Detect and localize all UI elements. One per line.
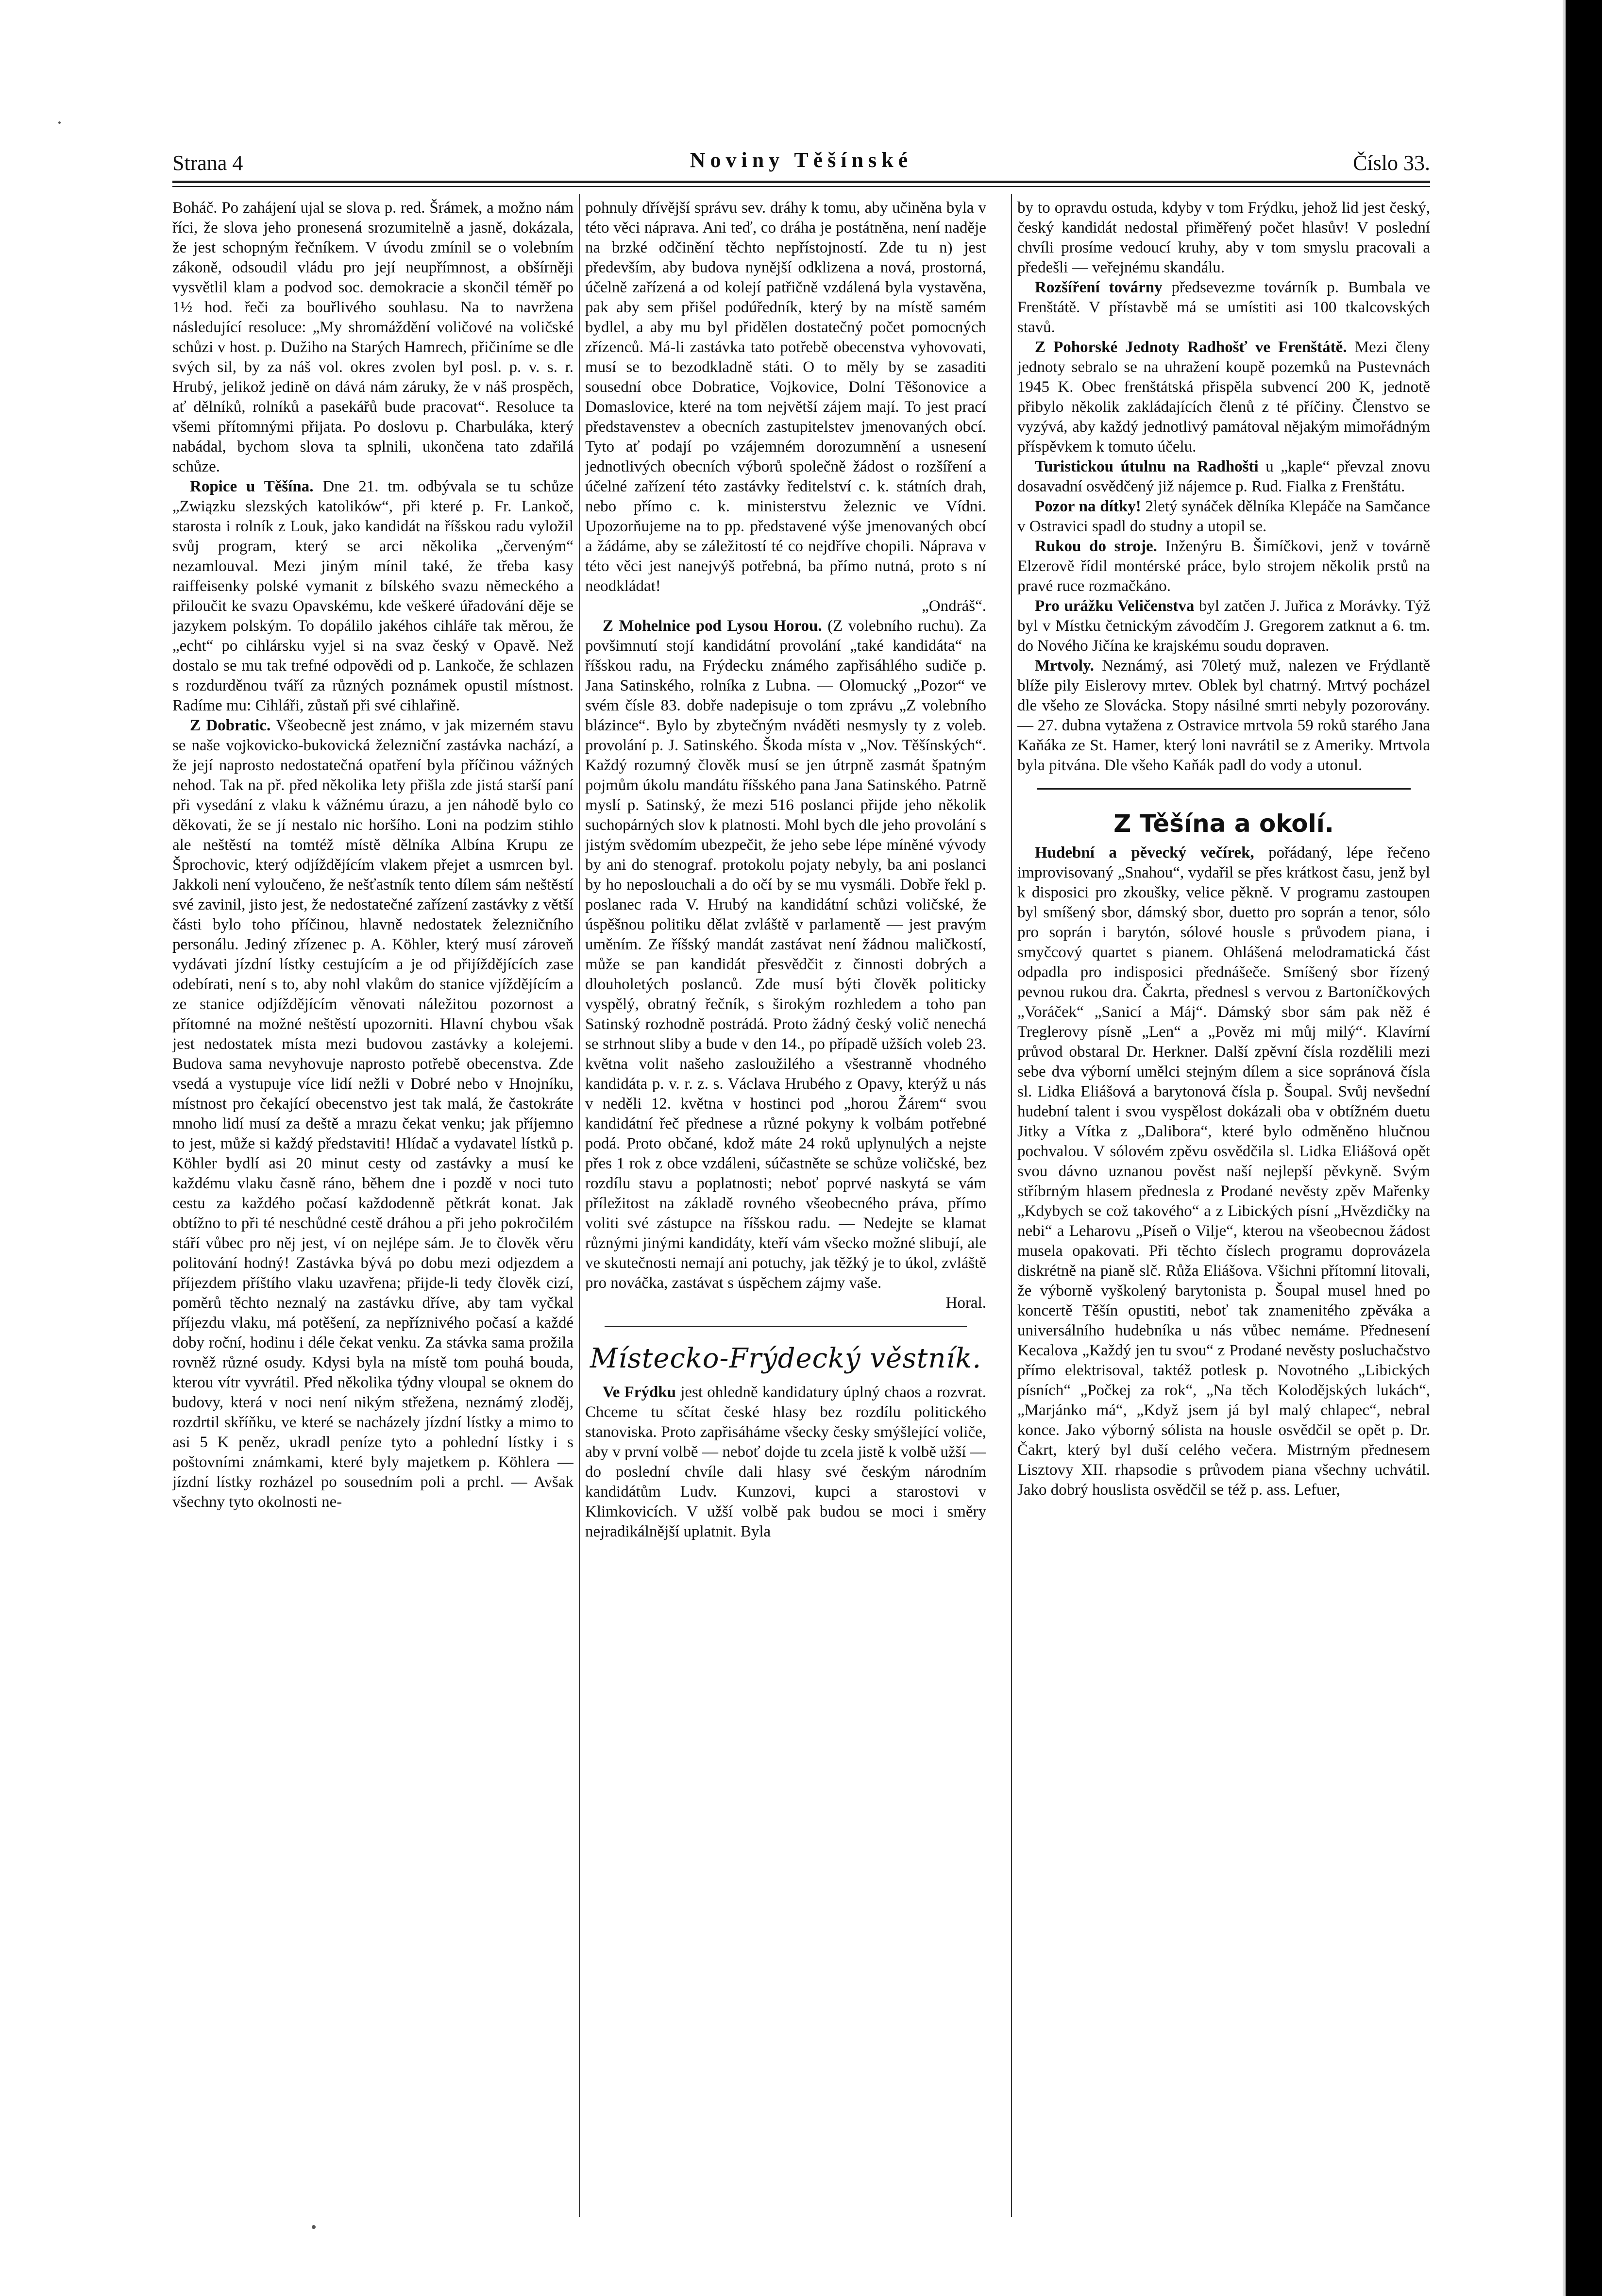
article-paragraph: by to opravdu ostuda, kdyby v tom Frýdku, jehož lid jest český, český kandidát nedostal přiměřený počet hlasův! V poslední chvíli prosíme vedoucí kruhy, aby v tom smyslu pracovali a předešli — veřejnému skandálu. [1017,199,1430,276]
article-body: Mezi členy jednoty sebralo se na uhražení koupě pozemků na Pustevnách 1945 K. Obec frenštátská přispěla subvencí 200 K, jednotě přibylo několik zakládajících členů z té příčiny. Členstvo se vyzývá, aby každý jednotlivý památoval nějakým mimořádným příspěvkem k tomuto účelu. [1017,338,1430,456]
article-lead: Hudební a pěvecký večírek, [1035,844,1254,861]
column-2 [585,198,986,2213]
article-paragraph [1017,338,1430,457]
article-lead: Ropice u Těšína. [190,478,314,495]
article-paragraph: Boháč. Po zahájení ujal se slova p. red. Šrámek, a možno nám říci, že slova jeho pronesená srozumitelně a jasně, dokázala, že jest schopným řečníkem. V úvodu zmínil se o volebním zákoně, odsoudil vládu pro její neupřímnost, a obšírněji vysvětlil klam a podvod soc. demokracie a skončil téměř po 1½ hod. řeči za bouřlivého souhlasu. Na to navržena následující resoluce: „My shromáždění voličové na voličské schůzi v host. p. Dužiho na Starých Hamrech, přičiníme se dle svých sil, by za náš vol. okres zvolen byl posl. p. v. s. r. Hrubý, jelikož jedině on dává nám záruky, že v náš prospěch, ať dělníků, rolníků a pasekářů bude pracovat“. Resoluce ta všemi přítomnými přijata. Po doslovu p. Charbuláka, který nabádal, bychom slova ta splnili, ukončena tato zdařilá schůze. [172,199,573,475]
column-divider-2 [1011,194,1012,2217]
issue-number: Číslo 33. [1353,151,1430,175]
section-rule [605,1326,967,1327]
article-paragraph [172,477,573,716]
article-lead: Z Pohorské Jednoty Radhošť ve Frenštátě. [1035,338,1347,356]
print-speck [312,2225,316,2229]
article-lead: Pro urážku Veličenstva [1035,597,1195,615]
article-body: Inženýru B. Šimíčkovi, jenž v továrně Elzerově řídil montérské práce, bylo strojem několik prstů na pravé ruce rozmačkáno. [1017,538,1430,595]
article-lead: Pozor na dítky! [1035,498,1141,515]
article-paragraph [1017,278,1430,338]
article-body: jest ohledně kandidatury úplný chaos a rozvrat. Chceme tu sčítat české hlasy bez rozdílu politického stanoviska. Proto zapřisáháme všecky česky smýšlející voliče, aby v první volbě — neboť dojde tu zcela jistě k volbě užší — do poslední chvíle dali hlasy své českým národním kandidátům Ludv. Kunzovi, kupci a starostovi v Klimkovicích. V užší volbě pak budou se moci i směry nejradikálnější uplatnit. Byla [585,1384,986,1540]
column-3 [1017,198,1430,2213]
article-paragraph [585,1383,986,1542]
header-rule-thin [172,186,1430,187]
section-rule [1037,788,1411,790]
article-lead: Turistickou útulnu na Radhošti [1035,458,1259,475]
page-header [172,146,1430,185]
article-body: pořádaný, lépe řečeno improvisovaný „Snahou“, vydařil se přes krátkost času, jenž byl k disposici pro zkoušky, velice pěkně. V programu zastoupen byl smíšený sbor, dámský sbor, duetto pro soprán a tenor, sólo pro soprán i barytón, sólové housle s průvodem piana, i smyčcový quartet s pianem. Ohlášená melodramatická část odpadla pro indisposici přednášeče. Smíšený sbor řízený pevnou rukou dra. Čakrta, přednesl s vervou z Bartoníčkových „Voráček“ „Sanicí a Máj“. Dámský sbor sám pak něž é Treglerovy písně „Len“ a „Pověz mi můj milý“. Klavírní průvod obstaral Dr. Herkner. Další zpěvní čísla rozdělili mezi sebe dva výborní umělci stejným dílem a sice sopránová čísla sl. Lidka Eliášová a barytonová čísla p. Šoupal. Svůj nevšední hudební talent i svou vyspělost dokázali oba v obtížném duetu Jitky a Vítka z „Dalibora“, které bylo odměněno hlučnou pochvalou. V sólovém zpěvu osvědčila sl. Lidka Eliášová opět svou dávno uznanou pověst naší nejlepší pěvkyně. Svým stříbrným hlasem přednesla z Prodané nevěsty zpěv Mařenky „Kdybych se což takového“ a z Libických písní „Hvězdičky na nebi“ a Leharovu „Píseň o Vilje“, kterou na všeobecnou žádost musela opakovati. Při těchto číslech programu doprovázela diskrétně na pianě slč. Růža Eliášova. Všichni přítomní litovali, že výborně vyškolený barytonista p. Šoupal musel hned po koncertě Těšín opustiti, neboť tak znamenitého zpěváka a universálního hudebníka u nás vůbec nemáme. Přednesení Kecalova „Každý jen tu svou“ z Prodané nevěsty posluchačstvo přímo elektrisoval, taktéž potlesk p. Novotného „Libických písních“ „Počkej za rok“, „Na těch Kolodějských lukách“, „Marjánko má“, „Když jsem já byl malý chlapec“, nebral konce. Jako výborný sólista na housle osvědčil se opět p. Dr. Čakrt, který byl duší celého večera. Mistrným přednesem Lisztovy XII. rhapsodie s průvodem piana všechny uchvátil. Jako dobrý houslista osvědčil se též p. ass. Lefuer, [1017,844,1430,1499]
article-lead: Mrtvoly. [1035,657,1094,675]
article-paragraph [1017,843,1430,1500]
article-paragraph [1017,457,1430,497]
article-signature: Horal. [945,1294,986,1312]
column-divider-1 [579,194,580,2217]
article-lead: Ve Frýdku [603,1384,676,1401]
page-number: Strana 4 [172,151,243,175]
article-lead: Rozšíření továrny [1035,279,1163,296]
article-signature: „Ondráš“. [922,597,986,615]
article-body: 2letý synáček dělníka Klepáče na Samčance v Ostravici spadl do studny a utopil se. [1017,498,1430,535]
article-paragraph [1017,497,1430,537]
article-body: předsevezme továrník p. Bumbala ve Frenštátě. V přístavbě má se umístiti asi 100 tkalcovských stavů. [1017,279,1430,336]
print-speck [58,121,61,124]
article-paragraph [172,716,573,1512]
article-body: byl zatčen J. Juřica z Morávky. Týž byl v Místku četnickým závodčím J. Gregorem zatknut a 6. tm. do Nového Jičína ke krajskému soudu dopraven. [1017,597,1430,655]
article-paragraph [1017,537,1430,596]
article-paragraph [585,616,986,1293]
article-body: (Z volebního ruchu). Za povšimnutí stojí kandidátní provolání „také kandidáta“ na říšskou radu, na Frýdecku známého zapřisáhlého sudiče p. Jana Satinského, rolníka z Lubna. — Olomucký „Pozor“ ve svém čísle 83. dobře nadepisuje o tom zprávu „Z volebního blázince“. Bylo by zbytečným nváděti nesmysly ty z voleb. provolání p. J. Satinského. Škoda místa v „Nov. Těšínských“. Každý rozumný člověk musí se jen útrpně zasmát špatným pojmům úkolu mandátu říšského pana Jana Satinského. Patrně myslí p. Satinský, že mezi 516 poslanci přijde jeho několik suchopárných slov k platnosti. Mohl bych dle jeho provolání s jistým svědomím ubezpečit, že jeho sebe lépe míněné vývody by ani do stenograf. protokolu pojaty nebyly, ba ani poslanci by ho neposlouchali a do očí by se mu vysmáli. Dobře řekl p. poslanec rada V. Hrubý na kandidátní schůzi voličské, že úspěšnou politiku dělat zvláště v parlamentě — jest pravým uměním. Ze říšský mandát zastávat není žádnou maličkostí, může se pan kandidát přesvědčit z činnosti dobrých a dlouholetých poslanců. Zde musí býti člověk politicky vyspělý, obratný řečník, s širokým rozhledem a toho pan Satinský rozhodně postrádá. Proto žádný český volič nenechá se strhnout sliby a bude v den 14., po případě užších voleb 23. května volit našeho zasloužilého a všestranně vhodného kandidáta p. v. r. z. s. Václava Hrubého z Opavy, kterýž u nás v neděli 12. května v hostinci pod „horou Žárem“ svou kandidátní řeč přednese a různé pokyny k volbám potřebné podá. Proto občané, kdož máte 24 roků uplynulých a nejste přes 1 rok z obce vzdáleni, súčastněte se schůze voličské, bez rozdílu stavu a poplatnosti; neboť poprvé naskytá se vám příležitost na základě rovného všeobecného práva, přímo voliti své zástupce na říšskou radu. — Nedejte se klamat různými jinými kandidáty, kteří vám všecko možné slibují, ale ve skutečnosti nemají ani potuchy, jak těžký je to úkol, zvláště pro nováčka, zastávat s úspěchem zájmy vaše. [585,617,986,1292]
section-heading: Místecko-Frýdecký věstník. [590,1343,982,1374]
article-body: Všeobecně jest známo, v jak mizerném stavu se naše vojkovicko-bukovická železniční zastávka nachází, a že její naprosto nedostatečná opatření byla příčinou vážných nehod. Tak na př. před několika lety přišla zde jistá starší paní při vysedání z vlaku k vážnému úrazu, a jen náhodě bylo co děkovati, že se jí nestalo nic horšího. Loni na podzim stihlo ale neštěstí na tomtéž místě dělníka Albína Krupu ze Šprochovic, který odjíždějícím vlakem přejet a usmrcen byl. Jakkoli není vyloučeno, že nešťastník tento dílem sám neštěstí své zavinil, jisto jest, že nedostatečné zařízení zastávky z větší části bylo toho příčinou, hlavně nedostatek železničního personálu. Jediný zřízenec p. A. Köhler, který musí zároveň vydávati jízdní lístky cestujícím a je od přijíždějících zase odebírati, není s to, aby nohl vlakům do stanice vjíždějícím a ze stanice odjíždějícím věnovati náležitou pozornost a přítomné na možné neštěstí upozorniti. Hlavní chybou však jest nedostatek místa mezi budovou zastávky a kolejemi. Budova sama nevyhovuje naprosto potřebě obecenstva. Zde vsedá a vystupuje více lidí nežli v Dobré nebo v Hnojníku, místnost pro čekající obecenstvo jest tak malá, že častokráte mnoho lidí musí za deště a mrazu čekat venku; jak příjemno to jest, může si každý představiti! Hlídač a vydavatel lístků p. Köhler bydlí asi 20 minut cesty od zastávky a musí ke každému vlaku časně ráno, během dne i pozdě v noci tuto cestu za každého počasí každodenně pětkrát konat. Jak obtížno to při té neschůdné cestě dráhou a při jeho pokročilém stáří vůbec pro něj jest, ví on nejlépe sám. Je to člověk věru politování hodný! Zastávka bývá po dobu mezi odjezdem a příjezdem příštího vlaku uzavřena; přijde-li tedy člověk cizí, poměrů těchto neznalý na zastávku dříve, aby tam vyčkal příjezdu vlaku, má potěšení, za nepříznivého počasí a každé doby roční, hodinu i déle čekat venku. Za stávka sama prožila rovněž různé osudy. Kdysi byla na místě tom pouhá bouda, kterou vítr vyvrátil. Před několika týdny vloupal se oknem do budovy, která v noci není nikým střežena, neznámý zloděj, rozdrtil skříňku, ve které se nacházely jízdní lístky a mimo to asi 5 K peněz, ukradl peníze tyto a pohlední lístky i s poštovními známkami, které byly majetkem p. Köhlera — jízdní lístky rozházel po sousedním poli a prchl. — Avšak všechny tyto okolnosti ne- [172,717,573,1511]
newspaper-title: Noviny Těšínské [690,148,913,172]
article-paragraph: pohnuly dřívější správu sev. dráhy k tomu, aby učiněna byla v této věci náprava. Ani teď, co dráha je postátněna, není naděje na brzké odčinění těchto nepřístojností. Zde tu n) jest především, aby budova nynější odklizena a nová, prostorná, účelně zařízená a od kolejí patřičně vzdálená byla vystavěna, pak aby sem přišel podúředník, který by na místě samém bydlel, a aby mu byl přidělen dostatečný počet pomocných zřízenců. Má-li zastávka tato potřebě obecenstva vyhovovati, musí se to bezodkladně státi. O to měly by se zasaditi sousední obce Dobratice, Vojkovice, Dolní Těšonovice a Domaslovice, které na tom největší zájem mají. To jest prací představenstev a obecních zastupitelstev jmenovaných obcí. Tyto ať podají po vzájemném dorozumnění a usnesení jednotlivých obecních výborů společně žádost o rozšíření a účelné zařízení této zastávky ředitelství c. k. státních drah, nebo přímo c. k. ministerstvu železnic ve Vídni. Upozorňujeme na to pp. představené výše jmenovaných obcí a žádáme, aby se záležitostí té co nejdříve chopili. Náprava v této věci jest nanejvýš potřebná, ba přímo nutná, proto s ní neodkládat! [585,199,986,595]
scan-edge-inner [1563,0,1566,2296]
article-body: Dne 21. tm. odbývala se tu schůze „Związku slezských katolików“, při které p. Fr. Lankoč, starosta i rolník z Louk, jako kandidát na říšskou radu vyložil svůj program, který se arci několika „červeným“ nezamlouval. Mezi jiným mínil také, že třeba kasy raiffeisenky polské vymanit z bílského svazu německého a přiloučit ke svazu Opavskému, kde veškeré úřadování děje se jazykem polským. To dopálilo jakéhos cihláře tak měrou, že „echt“ po cihlársku vyjel si na svaz český v Opavě. Než dostalo se mu tak trefné odpovědi od p. Lankoče, že schlazen s rozdurděnou tváří za různých poznámek opustil místnost. Radíme mu: Cihláři, zůstaň při své cihlařině. [172,478,573,714]
header-rule-thick [172,181,1430,183]
column-1 [172,198,573,2213]
scan-edge [1566,0,1602,2296]
article-body: u „kaple“ převzal znovu dosavadní osvědčený již nájemce p. Rud. Fialka z Frenštátu. [1017,458,1430,495]
article-lead: Z Dobratic. [190,717,271,734]
article-lead: Z Mohelnice pod Lysou Horou. [603,617,822,635]
article-paragraph [1017,656,1430,776]
section-heading: Z Těšína a okolí. [1113,810,1334,838]
article-lead: Rukou do stroje. [1035,538,1157,555]
article-body: Neznámý, asi 70letý muž, nalezen ve Frýdlantě blíže pily Eislerovy mrtev. Oblek byl chatrný. Mrtvý pocházel dle všeho ze Slovácka. Stopy násilné smrti nebyly pozorovány. — 27. dubna vytažena z Ostravice mrtvola 59 roků starého Jana Kaňáka ze St. Hamer, který loni navrátil se z Ameriky. Mrtvola byla pitvána. Dle všeho Kaňák padl do vody a utonul. [1017,657,1430,774]
article-paragraph [1017,596,1430,656]
